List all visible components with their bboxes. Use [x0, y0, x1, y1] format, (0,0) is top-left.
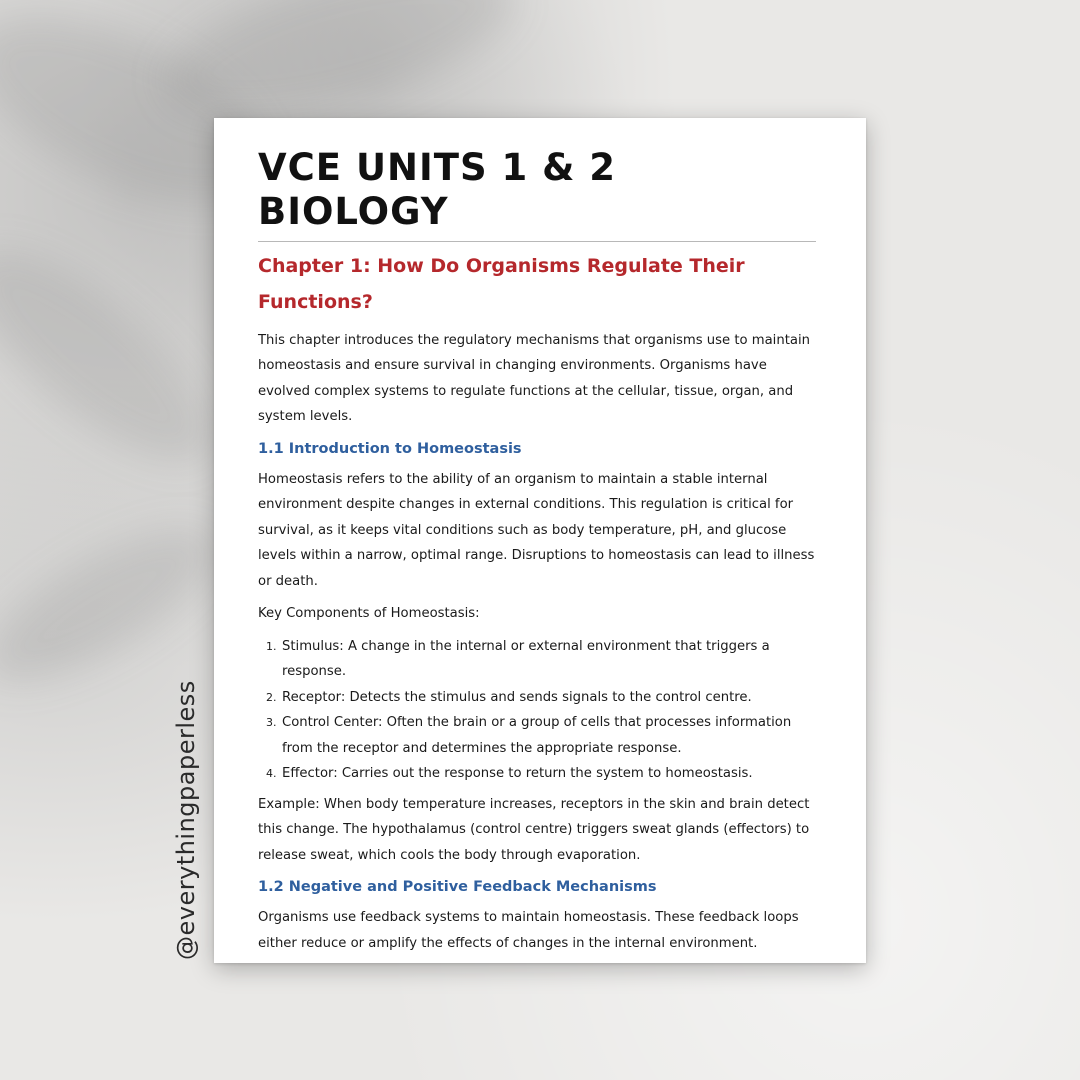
intro-paragraph: This chapter introduces the regulatory mechanisms that organisms use to maintain homeostasis and ensure survival in changing environments. Organisms have evolved complex systems to regulate functions at the cellular, tissue, organ, and system levels. [258, 332, 810, 425]
section-heading-1-2: 1.2 Negative and Positive Feedback Mechanisms [258, 879, 657, 896]
section-1-2-body: Organisms use feedback systems to maintain homeostasis. These feedback loops either reduce or amplify the effects of changes in the internal environment. [258, 910, 799, 951]
leaf-shadow [0, 501, 235, 709]
chapter-heading: Chapter 1: How Do Organisms Regulate Their Functions? [258, 254, 745, 313]
list-item: 4. Effector: Carries out the response to return the system to homeostasis. [280, 761, 816, 787]
list-item: 1. Stimulus: A change in the internal or external environment that triggers a response. [280, 634, 816, 685]
leaf-shadow [0, 216, 240, 493]
example-paragraph: Example: When body temperature increases, receptors in the skin and brain detect this change. The hypothalamus (control centre) triggers sweat glands (effectors) to release sweat, which cools the body through evaporation. [258, 796, 810, 863]
document-page [214, 118, 866, 963]
list-item: 2. Receptor: Detects the stimulus and sends signals to the control centre. [280, 685, 816, 711]
document-title: VCE UNITS 1 & 2 BIOLOGY [258, 146, 816, 242]
watermark-handle: @everythingpaperless [172, 680, 200, 960]
components-list [258, 634, 816, 787]
list-intro: Key Components of Homeostasis: [258, 606, 480, 622]
section-1-1-body: Homeostasis refers to the ability of an organism to maintain a stable internal environment despite changes in external conditions. This regulation is critical for survival, as it keeps vital conditions such as body temperature, pH, and glucose levels within a narrow, optimal range. Disruptions to homeostasis can lead to illness or death. [258, 471, 815, 589]
list-item: 3. Control Center: Often the brain or a group of cells that processes information from the receptor and determines the appropriate response. [280, 710, 816, 761]
section-heading-1-1: 1.1 Introduction to Homeostasis [258, 440, 522, 457]
